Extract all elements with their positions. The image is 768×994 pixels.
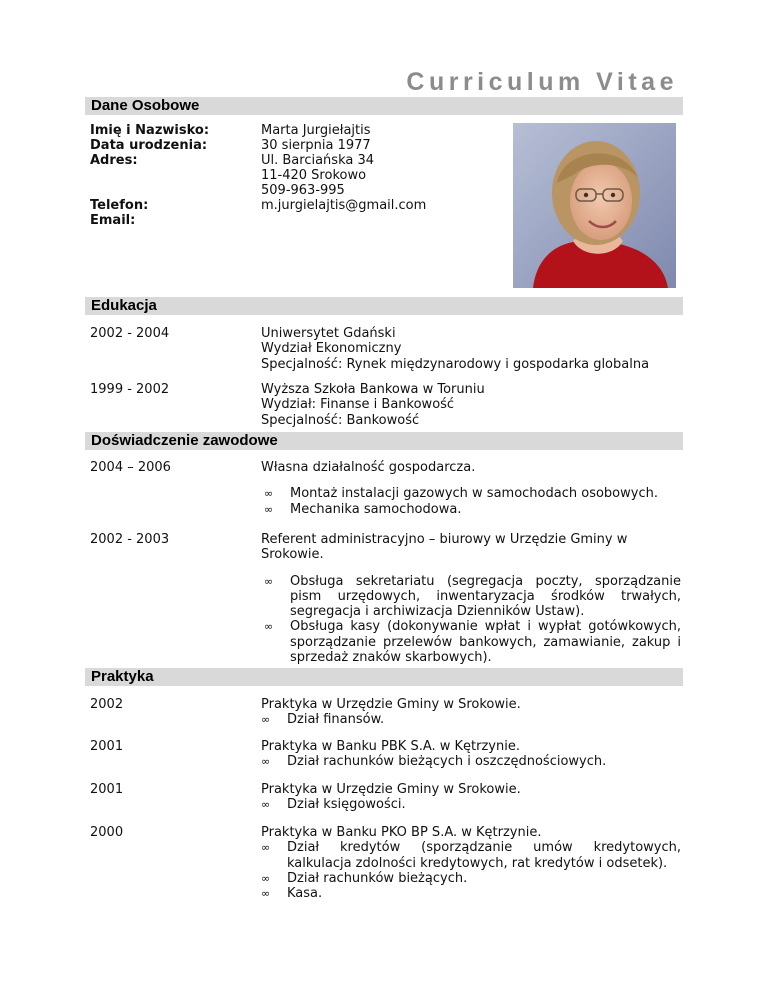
label-spacer: [90, 168, 209, 198]
bullet-icon: ∞: [264, 620, 274, 634]
bullet-icon: ∞: [264, 487, 274, 501]
education-details: [261, 326, 681, 372]
practice-details: [261, 825, 681, 901]
practice-description: Praktyka w Urzędzie Gminy w Srokowie.: [261, 697, 521, 712]
bullet-item: [244, 574, 681, 620]
education-faculty: Wydział Ekonomiczny: [261, 341, 402, 357]
practice-details: [261, 782, 681, 813]
education-school: Wyższa Szkoła Bankowa w Toruniu: [261, 382, 485, 397]
bullet-item: [241, 797, 681, 812]
bullet-item: [241, 840, 681, 871]
experience-description: Własna działalność gospodarcza.: [261, 460, 476, 475]
section-personal-title: Dane Osobowe: [91, 97, 200, 114]
bullet-item: [244, 486, 681, 501]
education-specialty: Specjalność: Rynek międzynarodowy i gospodarka globalna: [261, 356, 650, 372]
experience-bullets: [244, 486, 681, 517]
bullet-text: Kasa.: [287, 886, 323, 902]
bullet-icon: ∞: [261, 798, 271, 812]
bullet-text: Dział finansów.: [287, 712, 385, 728]
education-faculty: Wydział: Finanse i Bankowość: [261, 397, 455, 413]
bullet-text: Dział rachunków bieżących i oszczędnościowych.: [287, 754, 607, 770]
education-specialty: Specjalność: Bankowość: [261, 412, 420, 428]
practice-year: 2001: [90, 739, 124, 754]
bullet-text: Dział kredytów (sporządzanie umów kredytowych, kalkulacja zdolności kredytowych, rat kredytów i odsetek).: [287, 840, 681, 871]
section-personal: [85, 97, 683, 115]
portrait-photo: [513, 123, 676, 288]
bullet-text: Obsługa sekretariatu (segregacja poczty, sporządzanie pism urzędowych, inwentaryzacja środków trwałych, segregacja i archiwizacja Dzienników Ustaw).: [290, 573, 681, 620]
practice-bullets: [241, 840, 681, 901]
bullet-item: [244, 502, 681, 517]
section-practice: [85, 668, 683, 686]
experience-details: [261, 532, 681, 665]
bullet-item: [241, 886, 681, 901]
bullet-text: Obsługa kasy (dokonywanie wpłat i wypłat gotówkowych, sporządzanie przelewów bankowych, zamawianie, zakup i sprzedaż znaków skarbowych).: [290, 619, 681, 666]
section-experience: [85, 432, 683, 450]
experience-description: Referent administracyjno – biurowy w Urzędzie Gminy w Srokowie.: [261, 532, 628, 563]
bullet-icon: ∞: [261, 841, 271, 855]
experience-bullets: [244, 574, 681, 666]
section-education: [85, 297, 683, 315]
section-education-title: Edukacja: [91, 297, 157, 314]
phone-label: Telefon:: [90, 198, 149, 213]
bullet-icon: ∞: [264, 574, 274, 588]
address-line1: Ul. Barciańska 34: [261, 153, 375, 168]
education-school: Uniwersytet Gdański: [261, 326, 396, 341]
address-line2: 11-420 Srokowo: [261, 168, 367, 183]
bullet-item: [244, 619, 681, 665]
bullet-item: [241, 754, 681, 769]
experience-details: [261, 460, 681, 517]
email-label: Email:: [90, 213, 136, 228]
bullet-icon: ∞: [261, 887, 271, 901]
name-value: Marta Jurgiełajtis: [261, 123, 371, 138]
bullet-icon: ∞: [261, 755, 271, 769]
experience-years: 2004 – 2006: [90, 460, 171, 475]
practice-description: Praktyka w Banku PKO BP S.A. w Kętrzynie.: [261, 825, 542, 840]
document-title: Curriculum Vitae: [406, 68, 678, 96]
section-practice-title: Praktyka: [91, 668, 154, 685]
bullet-icon: ∞: [261, 871, 271, 885]
education-details: [261, 382, 681, 428]
birth-label: Data urodzenia:: [90, 138, 208, 153]
bullet-item: [241, 712, 681, 727]
bullet-icon: ∞: [261, 713, 271, 727]
bullet-text: Dział księgowości.: [287, 797, 406, 813]
practice-year: 2000: [90, 825, 124, 840]
bullet-item: [241, 871, 681, 886]
birth-value: 30 sierpnia 1977: [261, 138, 371, 153]
email-value: m.jurgielajtis@gmail.com: [261, 198, 427, 213]
practice-details: [261, 697, 681, 728]
practice-bullets: [241, 712, 681, 727]
practice-bullets: [241, 797, 681, 812]
address-label: Adres:: [90, 153, 138, 168]
bullet-text: Dział rachunków bieżących.: [287, 870, 468, 886]
practice-description: Praktyka w Urzędzie Gminy w Srokowie.: [261, 782, 521, 797]
bullet-text: Montaż instalacji gazowych w samochodach osobowych.: [290, 486, 658, 502]
phone-value: 509-963-995: [261, 183, 345, 198]
education-years: 2002 - 2004: [90, 326, 170, 341]
practice-description: Praktyka w Banku PBK S.A. w Kętrzynie.: [261, 739, 520, 754]
name-label: Imię i Nazwisko:: [90, 123, 210, 138]
practice-bullets: [241, 754, 681, 769]
education-years: 1999 - 2002: [90, 382, 170, 397]
section-experience-title: Doświadczenie zawodowe: [91, 432, 278, 449]
bullet-icon: ∞: [264, 502, 274, 516]
personal-labels: [90, 123, 209, 228]
bullet-text: Mechanika samochodowa.: [290, 501, 462, 517]
practice-year: 2002: [90, 697, 124, 712]
practice-details: [261, 739, 681, 770]
experience-years: 2002 - 2003: [90, 532, 170, 547]
practice-year: 2001: [90, 782, 124, 797]
